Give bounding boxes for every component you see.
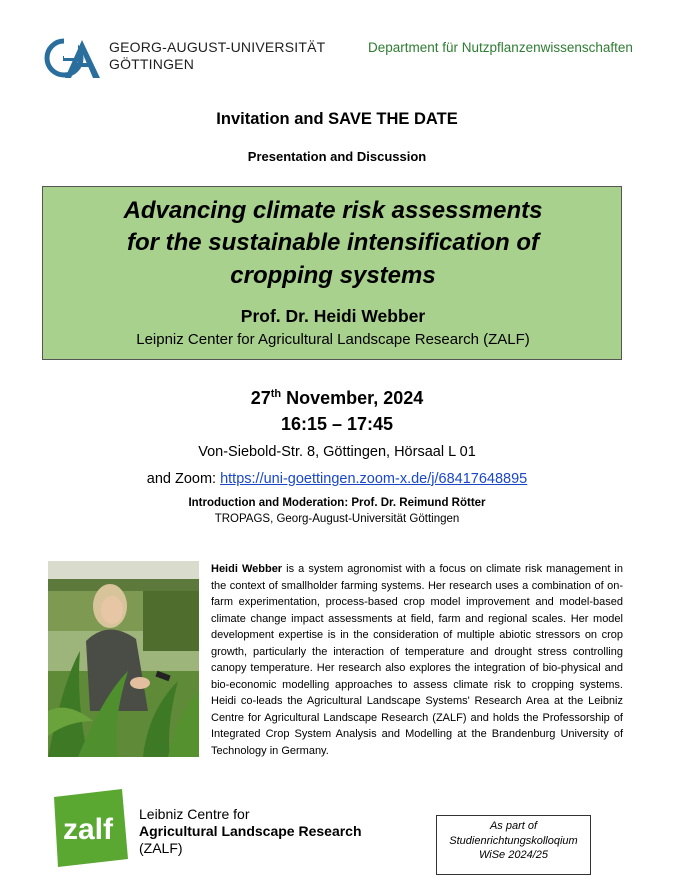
university-name-line1: GEORG-AUGUST-UNIVERSITÄT	[109, 39, 326, 55]
kolloq-line3: WiSe 2024/25	[478, 849, 548, 861]
talk-title-line2: for the sustainable intensification of	[126, 229, 540, 256]
moderation-line: Introduction and Moderation: Prof. Dr. Reimund Rötter	[188, 497, 486, 509]
talk-title-line1: Advancing climate risk assessments	[123, 197, 543, 224]
speaker-photo	[48, 561, 199, 757]
zoom-prefix: and Zoom:	[146, 471, 221, 487]
speaker-affiliation: Leipniz Center for Agricultural Landscape Research (ZALF)	[136, 331, 530, 348]
invitation-heading: Invitation and SAVE THE DATE	[216, 110, 458, 128]
zalf-name-line3: (ZALF)	[139, 840, 183, 856]
kolloquium-box	[436, 815, 591, 875]
presentation-subheading: Presentation and Discussion	[247, 149, 427, 164]
speaker-bio	[211, 561, 623, 759]
zoom-line	[0, 471, 674, 487]
zalf-logo	[48, 787, 130, 869]
date-rest: November, 2024	[281, 388, 424, 408]
event-time: 16:15 – 17:45	[280, 414, 394, 434]
bio-text: is a system agronomist with a focus on climate risk management in the context of smallholder farming systems. Her research uses a combination of on-farm experimentation, process-based crop model improvement and model-based climate change impact assessments at field, farm and regional scales. Her model development expertise is in the consideration of multiple abiotic stressors on crop growth, particularly the interaction of temperature and drought stress controlling canopy temperature. Her research also explores the integration of bio-physical and bio-economic modelling approaches to assess climate risk to cropping systems. Heidi co-leads the Agricultural Landscape Systems' Research Area at the Leibniz Centre for Agricultural Landscape Research (ZALF) and holds the Professorship of Integrated Crop System Analysis and Modelling at the Brandenburg University of Technology in Germany.	[211, 563, 623, 757]
department-name: Department für Nutzpflanzenwissenschaften	[368, 40, 633, 55]
date-suffix: th	[270, 388, 282, 400]
zoom-link[interactable]: https://uni-goettingen.zoom-x.de/j/68417648895	[220, 471, 528, 487]
talk-title-line3: cropping systems	[230, 262, 436, 289]
university-name-line2: GÖTTINGEN	[109, 56, 195, 72]
moderation-affiliation: TROPAGS, Georg-August-Universität Göttingen	[214, 513, 460, 525]
zalf-name-line1: Leibniz Centre for	[139, 806, 250, 822]
speaker-name: Prof. Dr. Heidi Webber	[240, 306, 426, 326]
event-date	[0, 388, 674, 409]
university-logo	[44, 36, 104, 80]
date-day: 27	[250, 388, 271, 408]
zalf-name-line2: Agricultural Landscape Research	[139, 823, 362, 839]
kolloq-line2: Studienrichtungskolloqium	[449, 834, 578, 847]
zalf-logo-text: zalf	[62, 813, 114, 846]
kolloq-line1: As part of	[489, 820, 538, 832]
title-box	[42, 186, 622, 360]
event-location: Von-Siebold-Str. 8, Göttingen, Hörsaal L 01	[198, 444, 476, 460]
bio-name: Heidi Webber	[211, 563, 283, 575]
